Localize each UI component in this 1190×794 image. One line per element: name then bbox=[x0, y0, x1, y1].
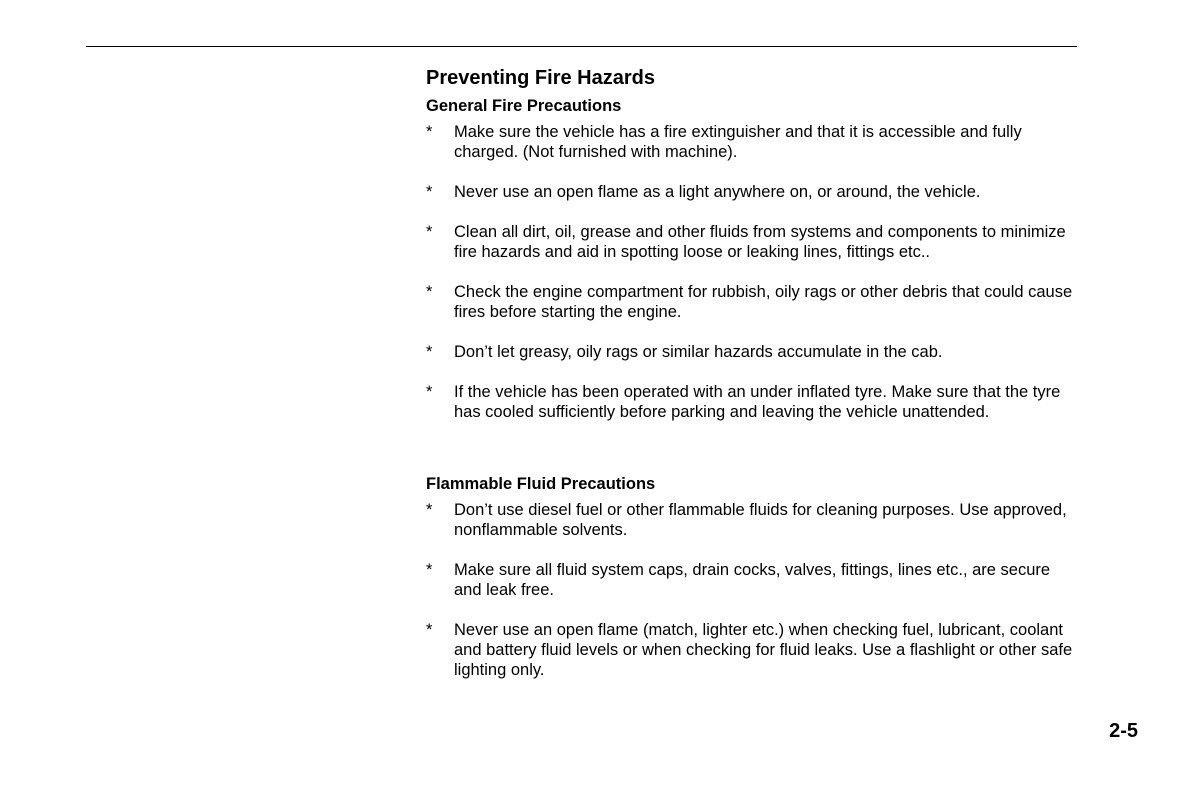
list-item bbox=[426, 282, 1076, 322]
list-item-text: Don’t let greasy, oily rags or similar hazards accumulate in the cab. bbox=[454, 343, 943, 361]
list-item bbox=[426, 122, 1076, 162]
asterisk-bullet-icon: * bbox=[426, 383, 433, 401]
asterisk-bullet-icon: * bbox=[426, 343, 433, 361]
bullet-list bbox=[426, 122, 1076, 422]
bullet-list bbox=[426, 500, 1076, 680]
list-item bbox=[426, 222, 1076, 262]
section-general-fire-precautions bbox=[426, 96, 1076, 422]
asterisk-bullet-icon: * bbox=[426, 283, 433, 301]
section-heading: Flammable Fluid Precautions bbox=[426, 475, 656, 493]
list-item bbox=[426, 182, 1076, 202]
list-item-text: Make sure the vehicle has a fire extinguisher and that it is accessible and fully charged. (Not furnished with machine). bbox=[454, 123, 1022, 161]
list-item-text: Check the engine compartment for rubbish, oily rags or other debris that could cause fires before starting the engine. bbox=[454, 283, 1073, 321]
asterisk-bullet-icon: * bbox=[426, 621, 433, 639]
list-item-text: Never use an open flame as a light anywhere on, or around, the vehicle. bbox=[454, 183, 981, 201]
list-item bbox=[426, 560, 1076, 600]
asterisk-bullet-icon: * bbox=[426, 223, 433, 241]
section-flammable-fluid-precautions bbox=[426, 474, 1076, 680]
list-item bbox=[426, 620, 1076, 680]
asterisk-bullet-icon: * bbox=[426, 123, 433, 141]
list-item bbox=[426, 500, 1076, 540]
header-divider bbox=[86, 46, 1077, 47]
list-item bbox=[426, 342, 1076, 362]
asterisk-bullet-icon: * bbox=[426, 561, 433, 579]
asterisk-bullet-icon: * bbox=[426, 501, 433, 519]
list-item-text: If the vehicle has been operated with an under inflated tyre. Make sure that the tyre has cooled sufficiently before parking and leaving the vehicle unattended. bbox=[454, 383, 1061, 421]
page-content bbox=[426, 64, 1076, 680]
section-heading: General Fire Precautions bbox=[426, 97, 622, 115]
page-number: 2-5 bbox=[1109, 720, 1138, 742]
list-item-text: Make sure all fluid system caps, drain cocks, valves, fittings, lines etc., are secure and leak free. bbox=[454, 561, 1051, 599]
asterisk-bullet-icon: * bbox=[426, 183, 433, 201]
page-title: Preventing Fire Hazards bbox=[426, 67, 655, 89]
list-item-text: Clean all dirt, oil, grease and other fluids from systems and components to minimize fire hazards and aid in spotting loose or leaking lines, fittings etc.. bbox=[454, 223, 1066, 261]
list-item bbox=[426, 382, 1076, 422]
list-item-text: Never use an open flame (match, lighter etc.) when checking fuel, lubricant, coolant and battery fluid levels or when checking for fluid leaks. Use a flashlight or other safe lighting only. bbox=[454, 621, 1073, 679]
list-item-text: Don’t use diesel fuel or other flammable fluids for cleaning purposes. Use approved, nonflammable solvents. bbox=[454, 501, 1067, 539]
